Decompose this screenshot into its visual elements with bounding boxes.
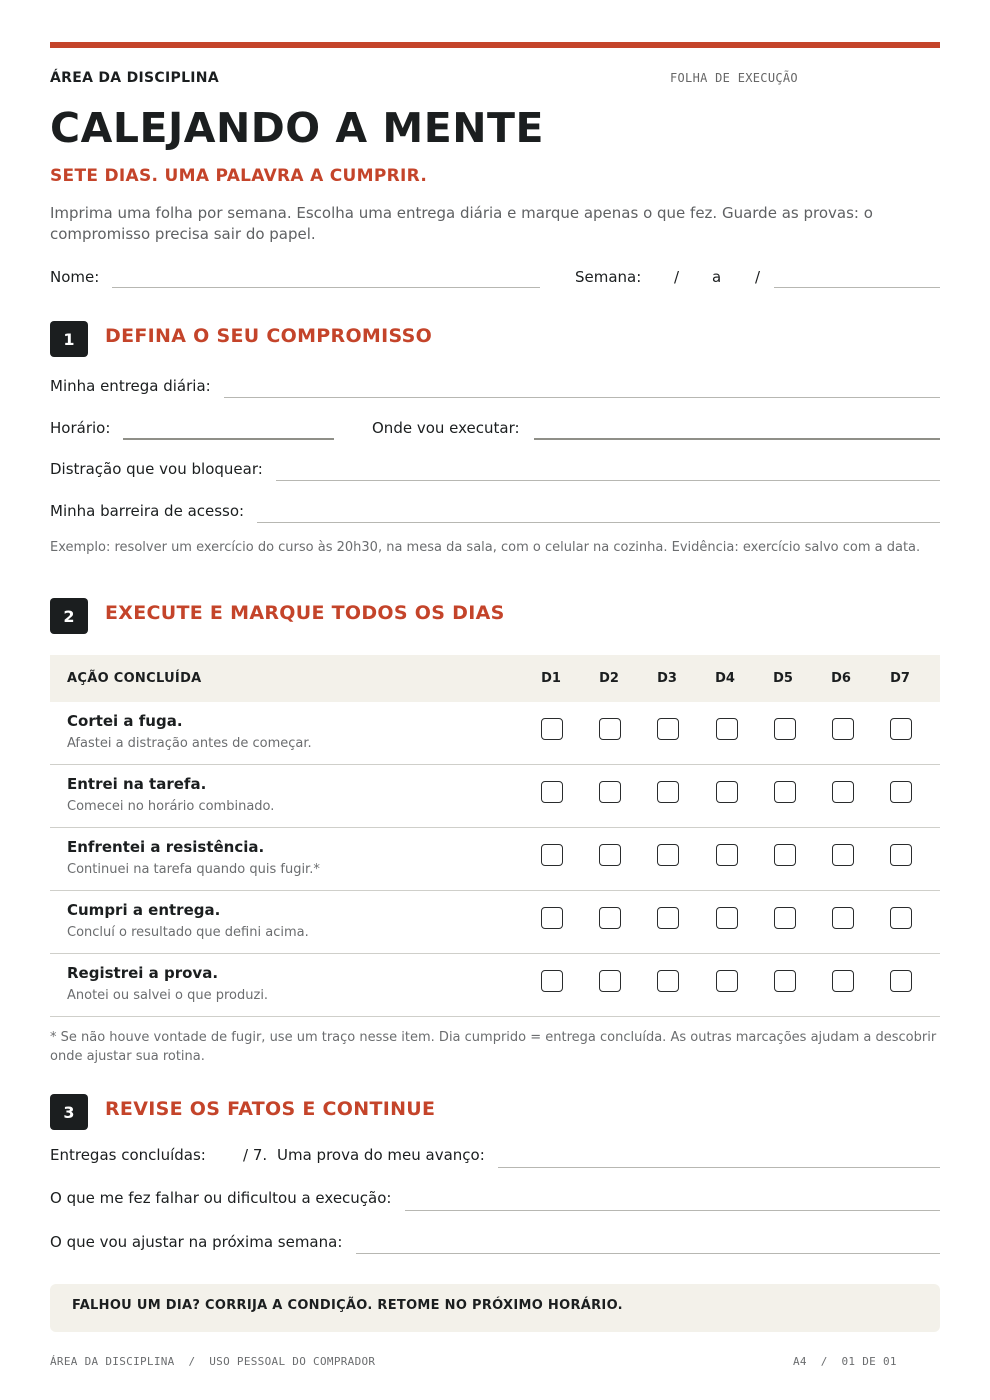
table-row [50, 702, 940, 765]
day-checkbox-d1[interactable] [541, 907, 563, 929]
section-3-title: REVISE OS FATOS E CONTINUE [105, 1098, 436, 1120]
day-checkbox-d6[interactable] [832, 970, 854, 992]
intro-text: Imprima uma folha por semana. Escolha uma entrega diária e marque apenas o que fez. Guarde as provas: o compromisso precisa sair do papel. [50, 204, 873, 243]
page-subtitle: SETE DIAS. UMA PALAVRA A CUMPRIR. [50, 166, 428, 186]
day-checkbox-d4[interactable] [716, 718, 738, 740]
day-checkbox-d3[interactable] [657, 970, 679, 992]
section-2-title: EXECUTE E MARQUE TODOS OS DIAS [105, 602, 505, 624]
day-checkbox-d4[interactable] [716, 907, 738, 929]
day-checkbox-d2[interactable] [599, 781, 621, 803]
callout-text: FALHOU UM DIA? CORRIJA A CONDIÇÃO. RETOME NO PRÓXIMO HORÁRIO. [72, 1298, 623, 1313]
section-2-badge: 2 [50, 598, 88, 634]
place-field[interactable] [534, 438, 940, 440]
place-label: Onde vou executar: [372, 419, 520, 437]
day-checkbox-d6[interactable] [832, 718, 854, 740]
day-checkbox-d6[interactable] [832, 907, 854, 929]
barrier-field[interactable] [257, 522, 940, 523]
day-checkbox-d5[interactable] [774, 718, 796, 740]
day-checkbox-d5[interactable] [774, 970, 796, 992]
day-checkbox-d5[interactable] [774, 907, 796, 929]
day-checkbox-d1[interactable] [541, 970, 563, 992]
day-column-header: D2 [599, 671, 619, 686]
day-checkbox-d2[interactable] [599, 907, 621, 929]
retry-callout [50, 1284, 940, 1332]
table-row [50, 891, 940, 954]
page-title: CALEJANDO A MENTE [50, 104, 545, 152]
name-field[interactable] [112, 287, 540, 288]
day-column-header: D1 [541, 671, 561, 686]
day-column-header: D4 [715, 671, 735, 686]
barrier-label: Minha barreira de acesso: [50, 502, 245, 520]
day-checkbox-d1[interactable] [541, 844, 563, 866]
footer-left: ÁREA DA DISCIPLINA / USO PESSOAL DO COMPRADOR [50, 1355, 376, 1368]
adjust-label: O que vou ajustar na próxima semana: [50, 1233, 343, 1251]
day-checkbox-d3[interactable] [657, 844, 679, 866]
day-column-header: D6 [831, 671, 851, 686]
distraction-label: Distração que vou bloquear: [50, 460, 263, 478]
failure-field[interactable] [405, 1210, 940, 1211]
time-label: Horário: [50, 419, 111, 437]
completed-count-label: Entregas concluídas: [50, 1146, 206, 1164]
day-checkbox-d2[interactable] [599, 970, 621, 992]
proof-field[interactable] [498, 1167, 940, 1168]
row-description: Concluí o resultado que defini acima. [67, 925, 309, 940]
row-title: Cortei a fuga. [67, 712, 183, 730]
day-column-header: D3 [657, 671, 677, 686]
day-checkbox-d7[interactable] [890, 781, 912, 803]
day-checkbox-d3[interactable] [657, 781, 679, 803]
day-checkbox-d6[interactable] [832, 781, 854, 803]
day-checkbox-d7[interactable] [890, 718, 912, 740]
day-checkbox-d4[interactable] [716, 970, 738, 992]
row-title: Entrei na tarefa. [67, 775, 207, 793]
row-title: Registrei a prova. [67, 964, 219, 982]
day-checkbox-d4[interactable] [716, 781, 738, 803]
week-range-separator: a [712, 268, 722, 286]
proof-label: Uma prova do meu avanço: [277, 1146, 485, 1164]
time-field[interactable] [123, 438, 334, 440]
completed-total: / 7. [243, 1146, 268, 1164]
day-checkbox-d1[interactable] [541, 718, 563, 740]
day-checkbox-d3[interactable] [657, 907, 679, 929]
day-checkbox-d6[interactable] [832, 844, 854, 866]
eyebrow-label: ÁREA DA DISCIPLINA [50, 70, 219, 86]
table-row [50, 828, 940, 891]
section-1-badge: 1 [50, 321, 88, 357]
section-1-title: DEFINA O SEU COMPROMISSO [105, 325, 433, 347]
name-label: Nome: [50, 268, 100, 286]
footer-right: A4 / 01 DE 01 [793, 1355, 897, 1368]
row-description: Anotei ou salvei o que produzi. [67, 988, 269, 1003]
daily-delivery-field[interactable] [224, 397, 940, 398]
top-accent-bar [50, 42, 940, 48]
day-column-header: D7 [890, 671, 910, 686]
day-checkbox-d1[interactable] [541, 781, 563, 803]
week-label: Semana: [575, 268, 642, 286]
week-date-slash: / [755, 268, 761, 286]
row-description: Afastei a distração antes de começar. [67, 736, 312, 751]
row-title: Enfrentei a resistência. [67, 838, 265, 856]
day-checkbox-d2[interactable] [599, 718, 621, 740]
day-checkbox-d3[interactable] [657, 718, 679, 740]
day-checkbox-d7[interactable] [890, 844, 912, 866]
table-row [50, 765, 940, 828]
day-checkbox-d5[interactable] [774, 844, 796, 866]
example-text: Exemplo: resolver um exercício do curso às 20h30, na mesa da sala, com o celular na cozinha. Evidência: exercício salvo com a data. [50, 540, 921, 555]
day-checkbox-d2[interactable] [599, 844, 621, 866]
action-column-header: AÇÃO CONCLUÍDA [67, 671, 202, 686]
day-checkbox-d7[interactable] [890, 907, 912, 929]
daily-delivery-label: Minha entrega diária: [50, 377, 211, 395]
day-checkbox-d5[interactable] [774, 781, 796, 803]
section-3-badge: 3 [50, 1094, 88, 1130]
day-checkbox-d4[interactable] [716, 844, 738, 866]
distraction-field[interactable] [276, 480, 940, 481]
row-title: Cumpri a entrega. [67, 901, 221, 919]
row-description: Comecei no horário combinado. [67, 799, 275, 814]
week-date-slash: / [674, 268, 680, 286]
failure-label: O que me fez falhar ou dificultou a execução: [50, 1189, 392, 1207]
tracker-footnote: * Se não houve vontade de fugir, use um traço nesse item. Dia cumprido = entrega concluída. As outras marcações ajudam a descobrir onde ajustar sua rotina. [50, 1030, 937, 1064]
row-description: Continuei na tarefa quando quis fugir.* [67, 862, 320, 877]
day-column-header: D5 [773, 671, 793, 686]
document-type-label: FOLHA DE EXECUÇÃO [670, 71, 798, 85]
day-checkbox-d7[interactable] [890, 970, 912, 992]
table-row [50, 954, 940, 1017]
adjust-field[interactable] [356, 1253, 940, 1254]
week-end-field[interactable] [774, 287, 940, 288]
